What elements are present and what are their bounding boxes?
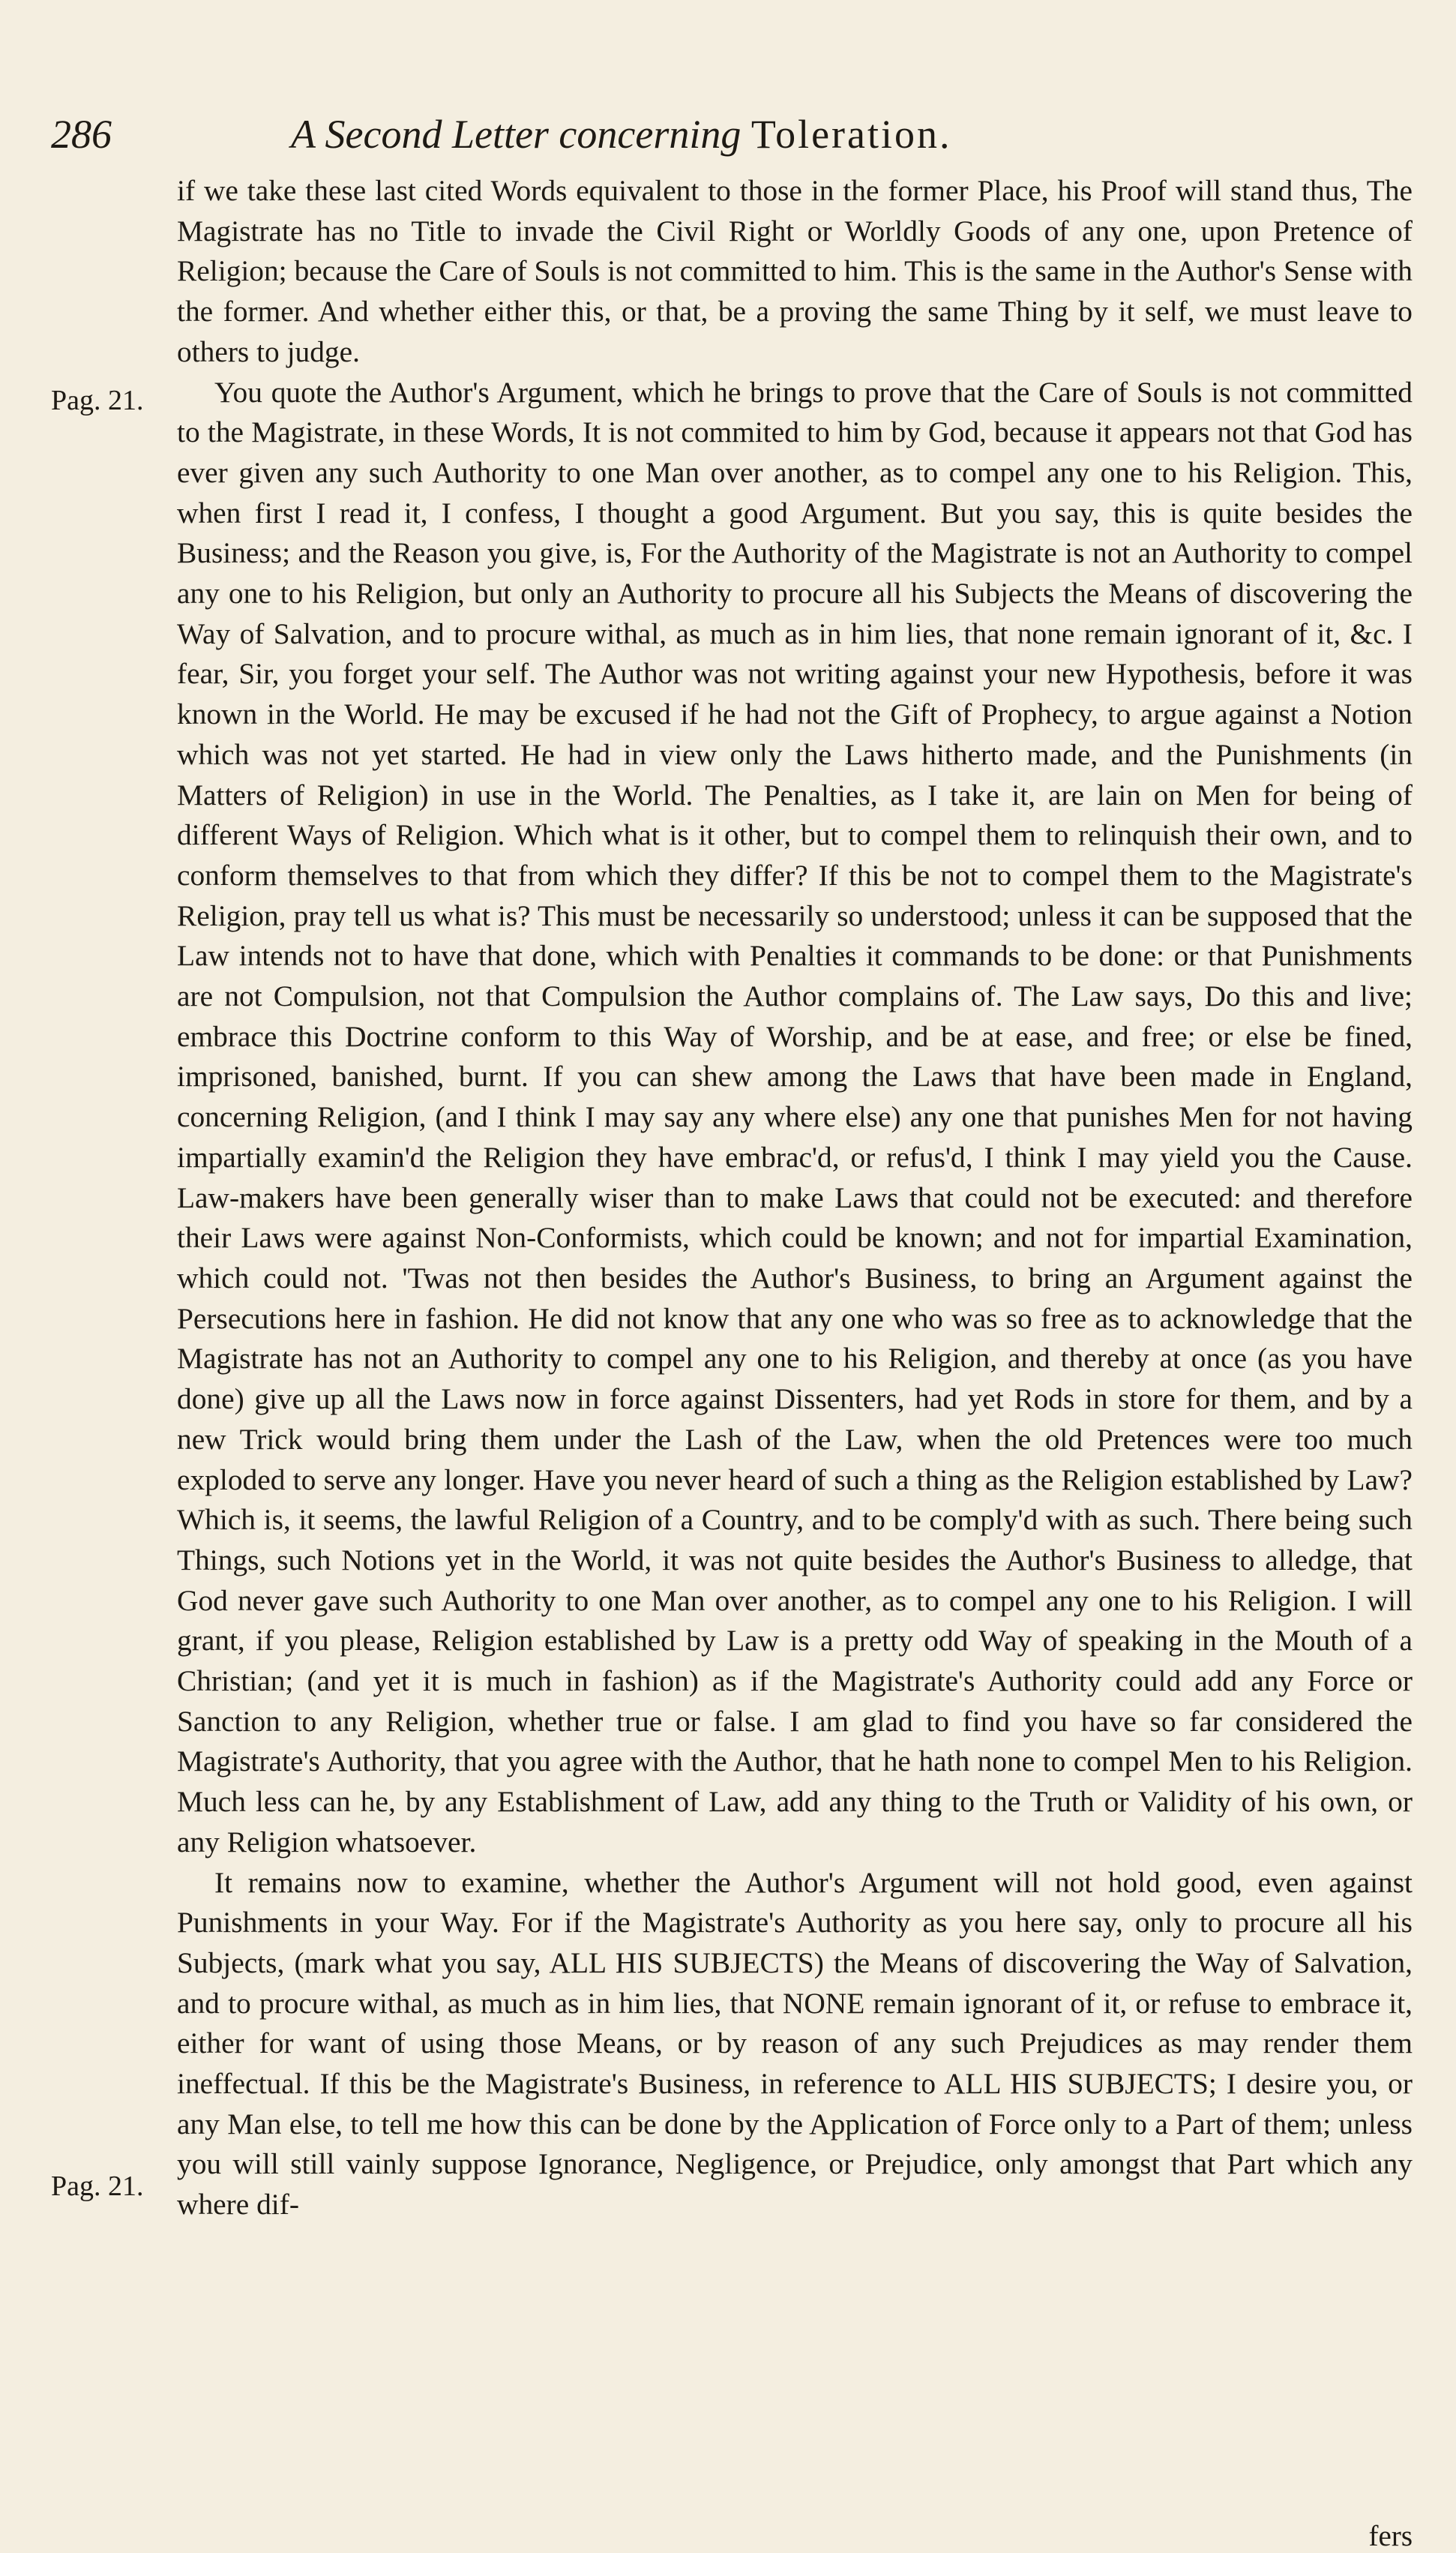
running-title-caps: Toleration. <box>750 112 952 157</box>
margin-note: Pag. 21. <box>51 385 144 416</box>
running-title <box>291 111 952 158</box>
margin-note: Pag. 21. <box>51 2170 144 2202</box>
running-header <box>51 111 1386 164</box>
paragraph: It remains now to examine, whether the Author's Argument will not hold good, even against Punishments in your Way. For if the Magistrate's Authority as you here say, only to procure all his Subjects, (mark what you say, ALL HIS SUBJECTS) the Means of discovering the Way of Salvation, and to procure withal, as much as in him lies, that NONE remain ignorant of it, or refuse to embrace it, either for want of using those Means, or by reason of any such Prejudices as may render them ineffectual. If this be the Magistrate's Business, in reference to ALL HIS SUBJECTS; I desire you, or any Man else, to tell me how this can be done by the Application of Force only to a Part of them; unless you will still vainly suppose Ignorance, Negligence, or Prejudice, only amongst that Part which any where dif- <box>177 1865 1413 2222</box>
paragraph: if we take these last cited Words equivalent to those in the former Place, his Proof will stand thus, The Magistrate has no Title to invade the Civil Right or Worldly Goods of any one, upon Pretence of Religion; because the Care of Souls is not committed to him. This is the same in the Author's Sense with the former. And whether either this, or that, be a proving the same Thing by it self, we must leave to others to judge. <box>177 174 1413 368</box>
page-number: 286 <box>51 112 112 157</box>
catchword: fers <box>1368 2520 1413 2552</box>
paragraph: You quote the Author's Argument, which he brings to prove that the Care of Souls is not committed to the Magistrate, in these Words, It is not commited to him by God, because it appears not that God has ever given any such Authority to one Man over another, as to compel any one to his Religion. This, when first I read it, I confess, I thought a good Argument. But you say, this is quite besides the Business; and the Reason you give, is, For the Authority of the Magistrate is not an Authority to compel any one to his Religion, but only an Authority to procure all his Subjects the Means of discovering the Way of Salvation, and to procure withal, as much as in him lies, that none remain ignorant of it, &c. I fear, Sir, you forget your self. The Author was not writing against your new Hypothesis, before it was known in the World. He may be excused if he had not the Gift of Prophecy, to argue against a Notion which was not yet started. He had in view only the Laws hitherto made, and the Punishments (in Matters of Religion) in use in the World. The Penalties, as I take it, are lain on Men for being of different Ways of Religion. Which what is it other, but to compel them to relinquish their own, and to conform themselves to that from which they differ? If this be not to compel them to the Magistrate's Religion, pray tell us what is? This must be necessarily so understood; unless it can be supposed that the Law intends not to have that done, which with Penalties it commands to be done: or that Punishments are not Compulsion, not that Compulsion the Author complains of. The Law says, Do this and live; embrace this Doctrine conform to this Way of Worship, and be at ease, and free; or else be fined, imprisoned, banished, burnt. If you can shew among the Laws that have been made in England, concerning Religion, (and I think I may say any where else) any one that punishes Men for not having impartially examin'd the Religion they have embrac'd, or refus'd, I think I may yield you the Cause. Law-makers have been generally wiser than to make Laws that could not be executed: and therefore their Laws were against Non-Conformists, which could be known; and not for impartial Examination, which could not. 'Twas not then besides the Author's Business, to bring an Argument against the Persecutions here in fashion. He did not know that any one who was so free as to acknowledge that the Magistrate has not an Authority to compel any one to his Religion, and thereby at once (as you have done) give up all the Laws now in force against Dissenters, had yet Rods in store for them, and by a new Trick would bring them under the Lash of the Law, when the old Pretences were too much exploded to serve any longer. Have you never heard of such a thing as the Religion established by Law? Which is, it seems, the lawful Religion of a Country, and to be comply'd with as such. There being such Things, such Notions yet in the World, it was not quite besides the Author's Business to alledge, that God never gave such Authority to one Man over another, as to compel any one to his Religion. I will grant, if you please, Religion established by Law is a pretty odd Way of speaking in the Mouth of a Christian; (and yet it is much in fashion) as if the Magistrate's Authority could add any Force or Sanction to any Religion, whether true or false. I am glad to find you have so far considered the Magistrate's Authority, that you agree with the Author, that he hath none to compel Men to his Religion. Much less can he, by any Establishment of Law, add any thing to the Truth or Validity of his own, or any Religion whatsoever. <box>177 375 1413 1858</box>
running-title-italic: A Second Letter concerning <box>291 112 751 157</box>
body-text <box>177 171 1413 2225</box>
